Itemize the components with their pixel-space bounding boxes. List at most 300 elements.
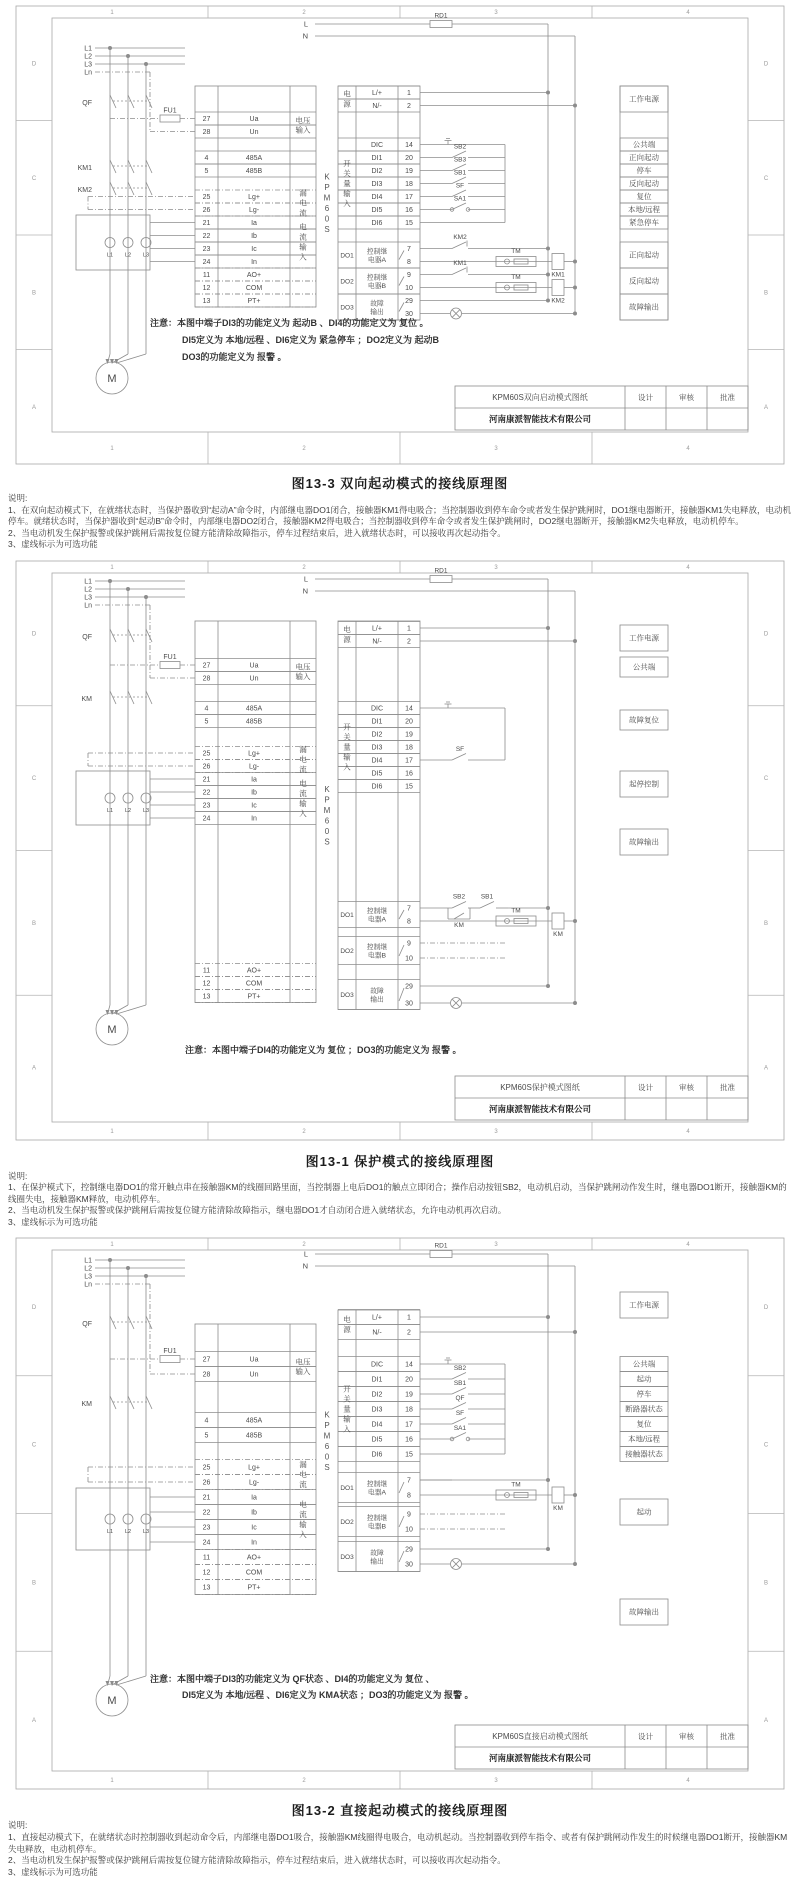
sheet-note-line: DO3的功能定义为 报警 。: [182, 352, 287, 362]
zone-number: 3: [494, 1128, 498, 1135]
terminal-name: COM: [245, 1569, 263, 1577]
terminal-name: N/-: [372, 103, 382, 110]
figure-caption: 图13-3 双向起动模式的接线原理图: [291, 476, 509, 491]
titleblock-approve: 批准: [720, 1082, 735, 1092]
phase-label: L1: [84, 1257, 92, 1265]
note-line: 2、当电动机发生保护报警或保护跳闸后需按复位键方能清除故障指示，继电器DO1才自动闭合进入就绪状态，允许电动机再次启动。: [8, 1205, 507, 1216]
note-line: 1、在双向起动模式下，在就绪状态时，当保护器收到“起动A”命令时，内部继电器DO1闭合，接触器KM1得电吸合；当控制器收到停车命令或者发生保护跳闸时，DO1继电器断开，接触器KM1失电释放，电动机停车。就绪状态时，当保护器收到“起动B”命令时，内部继电器DO2闭合，接触器KM2得电吸合；当控制器收到停车命令或者发生保护跳闸时，DO2继电器断开，接触器KM2失电释放，电动机停车。: [8, 504, 791, 527]
zone-number: 4: [686, 1778, 690, 1785]
terminal-number: 21: [202, 220, 211, 227]
zone-number: 2: [302, 1778, 306, 1785]
terminal-number: 5: [204, 168, 209, 175]
snubber-label: TM: [511, 1481, 521, 1489]
sheet-frame: [16, 1238, 784, 1789]
ct-label: L2: [124, 807, 132, 814]
terminal-number: 29: [405, 983, 413, 991]
terminal-name: 控制继: [366, 943, 388, 951]
contactor-label: KM: [81, 1401, 92, 1409]
terminal-name: DIC: [370, 1361, 384, 1369]
terminal-name: 485B: [245, 168, 263, 175]
terminal-number: 28: [202, 129, 211, 136]
motor-label: M: [107, 373, 117, 385]
function-label: 故障复位: [629, 715, 659, 725]
wiring-diagram-sheet-dual-start: [0, 0, 800, 470]
terminal-number: 2: [407, 103, 411, 110]
function-label: 紧急停车: [629, 218, 659, 228]
terminal-number: 18: [405, 1406, 413, 1414]
zone-number: 3: [494, 564, 498, 571]
phase-label: L3: [84, 61, 92, 69]
terminal-name: 485A: [245, 155, 263, 162]
terminal-name: Lg+: [248, 750, 260, 758]
ac-line-label: N: [302, 586, 308, 596]
terminal-number: 11: [202, 1554, 211, 1562]
terminal-name: DI3: [371, 744, 383, 752]
zone-number: 2: [302, 1242, 306, 1249]
terminal-name: Ic: [251, 246, 257, 253]
zone-letter: C: [763, 175, 769, 182]
motor-label: M: [107, 1023, 117, 1036]
terminal-number: 26: [202, 207, 211, 214]
zone-letter: B: [31, 920, 37, 927]
zone-letter: A: [31, 404, 37, 411]
zone-letter: A: [763, 404, 769, 411]
zone-number: 2: [302, 564, 306, 571]
switch-label: SA1: [453, 1425, 467, 1433]
terminal-name: Lg+: [248, 194, 260, 201]
fuse-label: FU1: [163, 653, 177, 661]
zone-letter: D: [763, 61, 769, 68]
terminal-number: 10: [405, 955, 413, 963]
figure-section-middle: [0, 553, 800, 1231]
title-block: [455, 1725, 748, 1769]
function-label: 起动: [636, 1375, 652, 1385]
button-label: SB1: [480, 893, 494, 901]
note-line: 2、当电动机发生保护报警或保护跳闸后需按复位键方能清除故障指示，停车过程结束后，进入就绪状态时，可以接收再次起动指令。: [8, 527, 506, 538]
motor: [96, 270, 146, 394]
terminal-name: DI1: [371, 718, 383, 726]
terminal-name: 电器A: [367, 1489, 387, 1497]
terminal-number: 13: [202, 1584, 211, 1592]
terminal-name: In: [251, 1539, 257, 1547]
terminal-number: 22: [202, 233, 211, 240]
terminal-number: 30: [405, 1561, 413, 1569]
contactor-label: KM2: [77, 187, 92, 194]
terminal-number: 21: [202, 776, 211, 784]
sheet-note: [185, 1044, 462, 1055]
phase-label: L3: [84, 594, 92, 602]
ct-label: L1: [106, 1529, 114, 1536]
terminal-name: DI5: [371, 207, 383, 214]
snubber-label: TM: [511, 248, 521, 255]
note-line: 2、当电动机发生保护报警或保护跳闸后需按复位键方能清除故障指示，停车过程结束后，进入就绪状态时，可以接收再次起动指令。: [8, 1855, 506, 1866]
terminal-number: 19: [405, 1391, 413, 1399]
terminal-name: DI4: [371, 194, 383, 201]
ct-label: L3: [142, 1529, 150, 1536]
terminal-number: 11: [202, 272, 211, 279]
sheet-note-line: 注意：本图中端子DI3的功能定义为 QF状态 、DI4的功能定义为 复位 、: [150, 1674, 435, 1685]
note-line: 3、虚线标示为可选功能: [8, 1216, 98, 1227]
do-id: DO2: [340, 278, 354, 286]
title-block: [455, 386, 748, 430]
terminal-number: 4: [204, 1417, 209, 1425]
switch-label: SB2: [453, 143, 467, 151]
terminal-number: 17: [405, 1421, 413, 1429]
zone-number: 4: [686, 564, 690, 571]
zone-number: 2: [302, 446, 306, 452]
titleblock-review: 审核: [679, 1732, 694, 1742]
figure-caption: 图13-1 保护模式的接线原理图: [305, 1153, 495, 1169]
terminal-name: DI2: [371, 168, 383, 175]
zone-number: 3: [494, 10, 498, 16]
terminal-number: 10: [405, 1526, 413, 1534]
figure-caption: 图13-2 直接起动模式的接线原理图: [291, 1803, 509, 1819]
ac-line-label: L: [303, 574, 308, 584]
terminal-number: 27: [202, 662, 211, 670]
terminal-name: 输出: [370, 1558, 384, 1566]
terminal-number: 14: [405, 705, 413, 713]
terminal-number: 22: [202, 789, 211, 797]
terminal-number: 2: [407, 1329, 411, 1337]
terminal-number: 14: [405, 1361, 413, 1369]
control-fuse-label: RD1: [434, 1242, 448, 1250]
phase-label: Ln: [84, 1281, 92, 1289]
phase-label: L2: [84, 1265, 92, 1273]
do-id: DO3: [340, 304, 354, 312]
terminal-name: Ua: [249, 662, 259, 670]
terminal-number: 24: [202, 1539, 211, 1547]
terminal-number: 25: [202, 750, 211, 758]
terminal-name: DIC: [370, 142, 384, 149]
terminal-name: 故障: [370, 1550, 384, 1558]
switch-label: SB1: [453, 169, 467, 177]
terminal-number: 8: [407, 1492, 411, 1500]
terminal-name: Ua: [249, 116, 259, 123]
sheet-note: [150, 1673, 474, 1700]
do-id: DO1: [340, 1485, 354, 1493]
breaker-label: QF: [82, 100, 92, 107]
do-output-circuit: [420, 234, 577, 319]
terminal-number: 28: [202, 675, 211, 683]
switch-label: SF: [455, 1410, 465, 1418]
phase-label: Ln: [84, 602, 92, 610]
zone-number: 4: [686, 446, 690, 452]
switch-label: SB1: [453, 1380, 467, 1388]
terminal-name: 输出: [370, 309, 384, 316]
switch-label: QF: [455, 1395, 465, 1403]
terminal-name: PT+: [247, 1584, 261, 1592]
zone-number: 2: [302, 10, 306, 16]
terminal-name: 输出: [370, 996, 384, 1004]
coil-label: KM: [553, 930, 563, 938]
terminal-number: 24: [202, 259, 211, 266]
terminal-name: Ia: [251, 220, 257, 227]
terminal-number: 4: [204, 155, 209, 162]
do-id: DO3: [340, 991, 354, 999]
terminal-name: 故障: [370, 300, 384, 308]
terminal-number: 13: [202, 298, 211, 305]
phase-label: L2: [84, 586, 92, 594]
phase-label: Ln: [84, 69, 92, 77]
function-label: 本地/远程: [627, 205, 661, 215]
notes-title: 说明:: [8, 1170, 28, 1181]
terminal-name: 故障: [370, 987, 384, 995]
terminal-name: 电器B: [367, 283, 387, 290]
device-model: K P M 6 0 S: [323, 172, 331, 235]
control-fuse-label: RD1: [434, 12, 448, 20]
terminal-name: COM: [245, 980, 263, 988]
terminal-name: 485B: [245, 718, 263, 726]
function-label: 故障输出: [629, 1608, 659, 1618]
drawing-number: KPM60S保护模式图纸: [500, 1082, 580, 1092]
terminal-name: DI2: [371, 1391, 383, 1399]
coil-label: KM1: [551, 271, 565, 279]
figure-section-bottom: [0, 1230, 800, 1880]
terminal-name: 控制继: [366, 248, 388, 256]
do-id: DO1: [340, 252, 354, 260]
titleblock-approve: 批准: [720, 393, 735, 402]
terminal-number: 11: [202, 967, 211, 975]
motor-power-circuit: [76, 1258, 195, 1551]
terminal-number: 15: [405, 783, 413, 791]
snubber-label: TM: [511, 274, 521, 281]
terminal-name: In: [251, 815, 257, 823]
terminal-name: DI1: [371, 1376, 383, 1384]
terminal-number: 8: [407, 259, 411, 266]
terminal-name: 电器A: [367, 257, 387, 264]
function-label: 正向起动: [629, 250, 659, 260]
di-input-circuit: [420, 702, 505, 760]
titleblock-review: 审核: [679, 393, 694, 402]
function-label: 起停控制: [629, 779, 659, 789]
switch-label: SB2: [453, 1365, 467, 1373]
terminal-name: 控制继: [366, 1515, 388, 1523]
contact-label: KM1: [453, 260, 467, 267]
device-terminal-table: [195, 1310, 420, 1595]
group-label: 电流输入: [299, 1500, 307, 1540]
terminal-name: Lg+: [248, 1464, 260, 1472]
motor: [96, 1550, 146, 1716]
function-label: 正向起动: [629, 153, 659, 163]
terminal-number: 9: [407, 940, 411, 948]
wiring-diagram-sheet-direct-start: [0, 1230, 800, 1797]
zone-number: 1: [110, 1128, 114, 1135]
group-label: 开关量输入: [343, 722, 351, 772]
motor-label: M: [107, 1695, 117, 1708]
zone-number: 2: [302, 1128, 306, 1135]
terminal-number: 20: [405, 1376, 413, 1384]
terminal-name: Ia: [251, 776, 257, 784]
function-label: 停车: [636, 166, 652, 176]
fuse-label: FU1: [163, 1348, 177, 1356]
switch-label: SA1: [453, 195, 467, 203]
terminal-name: 485B: [245, 1432, 263, 1440]
terminal-name: DI6: [371, 1451, 383, 1459]
di-input-circuit: [420, 1358, 505, 1454]
terminal-name: Lg-: [248, 207, 260, 214]
terminal-number: 9: [407, 1511, 411, 1519]
di-input-circuit: [420, 139, 505, 223]
terminal-number: 9: [407, 272, 411, 279]
terminal-number: 13: [202, 993, 211, 1001]
terminal-name: Ia: [251, 1494, 257, 1502]
terminal-name: DI6: [371, 783, 383, 791]
terminal-name: L/+: [372, 1314, 382, 1322]
function-label: 工作电源: [629, 633, 659, 643]
terminal-name: Lg-: [248, 763, 260, 771]
drawing-number: KPM60S直接启动模式图纸: [492, 1732, 588, 1742]
sheet-note-line: DI5定义为 本地/远程 、DI6定义为 紧急停车 ；DO2定义为 起动B: [182, 335, 440, 345]
terminal-number: 17: [405, 194, 413, 201]
zone-number: 1: [110, 1242, 114, 1249]
note-line: 3、虚线标示为可选功能: [8, 539, 98, 550]
zone-letter: C: [31, 175, 37, 182]
zone-letter: B: [31, 1580, 37, 1587]
zone-letter: C: [31, 775, 37, 782]
terminal-name: 485A: [245, 705, 263, 713]
terminal-name: 电器B: [367, 1523, 387, 1531]
group-label: 电压: [295, 116, 311, 125]
figure-notes: [0, 1820, 800, 1880]
figure-section-top: [0, 0, 800, 553]
function-label: 工作电源: [629, 94, 659, 104]
titleblock-approve: 批准: [720, 1732, 735, 1742]
terminal-number: 15: [405, 1451, 413, 1459]
group-label: 电源: [343, 1315, 351, 1335]
terminal-name: DI3: [371, 181, 383, 188]
terminal-number: 1: [407, 625, 411, 633]
sheet-note-line: 注意：本图中端子DI3的功能定义为 起动B 、DI4的功能定义为 复位 。: [150, 318, 429, 328]
group-label: 开关量输入: [343, 1385, 351, 1435]
terminal-number: 12: [202, 285, 211, 292]
do-id: DO2: [340, 947, 354, 955]
motor-power-circuit: [76, 578, 195, 825]
zone-letter: A: [31, 1065, 37, 1072]
sheet-frame: [16, 6, 784, 464]
zone-letter: D: [763, 631, 769, 638]
notes-title: 说明:: [8, 1820, 28, 1831]
function-label: 公共端: [632, 1360, 656, 1370]
ac-line-label: L: [303, 19, 308, 29]
terminal-number: 16: [405, 1436, 413, 1444]
do-id: DO2: [340, 1519, 354, 1527]
terminal-number: 18: [405, 181, 413, 188]
zone-number: 1: [110, 446, 114, 452]
zone-number: 4: [686, 10, 690, 16]
terminal-number: 16: [405, 207, 413, 214]
terminal-name: DIC: [370, 705, 384, 713]
terminal-name: Ib: [251, 1509, 257, 1517]
terminal-name: Lg-: [248, 1479, 260, 1487]
terminal-number: 7: [407, 1477, 411, 1485]
terminal-number: 2: [407, 638, 411, 646]
terminal-name: Ib: [251, 789, 257, 797]
terminal-name: In: [251, 259, 257, 266]
ct-label: L3: [142, 807, 150, 814]
zone-letter: C: [763, 1443, 769, 1450]
contact-label: KM2: [453, 234, 467, 241]
zone-number: 1: [110, 10, 114, 16]
function-label: 本地/远程: [627, 1435, 661, 1445]
terminal-name: PT+: [247, 993, 261, 1001]
group-label: 输入: [295, 125, 311, 135]
sheet-note-line: 注意：本图中端子DI4的功能定义为 复位 ；DO3的功能定义为 报警 。: [185, 1044, 462, 1055]
terminal-number: 25: [202, 1464, 211, 1472]
zone-number: 3: [494, 446, 498, 452]
group-label: 输入: [295, 671, 311, 681]
terminal-name: DI3: [371, 1406, 383, 1414]
terminal-number: 30: [405, 1000, 413, 1008]
note-line: 1、直接起动模式下，在就绪状态时控制器收到起动命令后，内部继电器DO1吸合，接触器KM线圈得电吸合，电动机起动。当控制器收到停车指令、或者有保护跳闸动作发生的时候继电器DO1断开，接触器KM失电释放，电动机停车。: [8, 1832, 788, 1854]
zone-letter: A: [763, 1718, 769, 1725]
terminal-name: Ic: [251, 802, 257, 810]
terminal-name: DI4: [371, 1421, 383, 1429]
function-label: 起动: [636, 1508, 652, 1518]
zone-letter: B: [763, 1580, 769, 1587]
terminal-number: 8: [407, 918, 411, 926]
terminal-name: N/-: [372, 638, 382, 646]
terminal-name: 电器A: [367, 916, 387, 924]
function-label-column: [620, 86, 668, 320]
group-label: 漏电流: [299, 1460, 307, 1490]
zone-number: 4: [686, 1128, 690, 1135]
zone-letter: D: [31, 61, 37, 68]
switch-label: SF: [455, 745, 465, 753]
group-label: 开关量输入: [343, 159, 351, 209]
terminal-number: 5: [204, 1432, 209, 1440]
ac-line-label: N: [302, 1261, 308, 1271]
terminal-name: N/-: [372, 1329, 382, 1337]
terminal-number: 4: [204, 705, 209, 713]
ct-label: L2: [124, 1529, 132, 1536]
terminal-name: AO+: [246, 1554, 262, 1562]
terminal-number: 15: [405, 220, 413, 227]
function-label: 公共端: [632, 140, 656, 150]
zone-number: 3: [494, 1242, 498, 1249]
terminal-name: L/+: [372, 90, 382, 97]
terminal-name: 控制继: [366, 907, 388, 915]
zone-letter: C: [763, 775, 769, 782]
terminal-number: 10: [405, 285, 413, 292]
terminal-name: PT+: [247, 298, 261, 305]
motor-power-circuit: [76, 46, 195, 271]
terminal-number: 26: [202, 1479, 211, 1487]
terminal-name: AO+: [246, 272, 262, 279]
function-label: 工作电源: [629, 1301, 659, 1311]
terminal-name: 控制继: [366, 274, 388, 282]
terminal-number: 1: [407, 1314, 411, 1322]
ct-label: L1: [106, 252, 114, 259]
breaker-label: QF: [82, 1321, 92, 1329]
company-name: 河南康派智能技术有限公司: [488, 414, 592, 424]
terminal-number: 29: [405, 298, 413, 305]
title-block: [455, 1076, 748, 1120]
function-label: 复位: [636, 1420, 652, 1430]
terminal-name: DI6: [371, 220, 383, 227]
aux-contact-label: KM: [454, 921, 464, 929]
group-label: 漏电流: [299, 188, 307, 218]
device-model: K P M 6 0 S: [323, 1410, 331, 1473]
ct-label: L3: [142, 252, 150, 259]
titleblock-design: 设计: [638, 1732, 653, 1742]
device-terminal-table: [195, 86, 420, 320]
zone-letter: D: [763, 1305, 769, 1312]
terminal-number: 23: [202, 1524, 211, 1532]
device-terminal-table: [195, 621, 420, 1010]
terminal-name: Un: [249, 675, 259, 683]
terminal-number: 14: [405, 142, 413, 149]
terminal-number: 19: [405, 168, 413, 175]
